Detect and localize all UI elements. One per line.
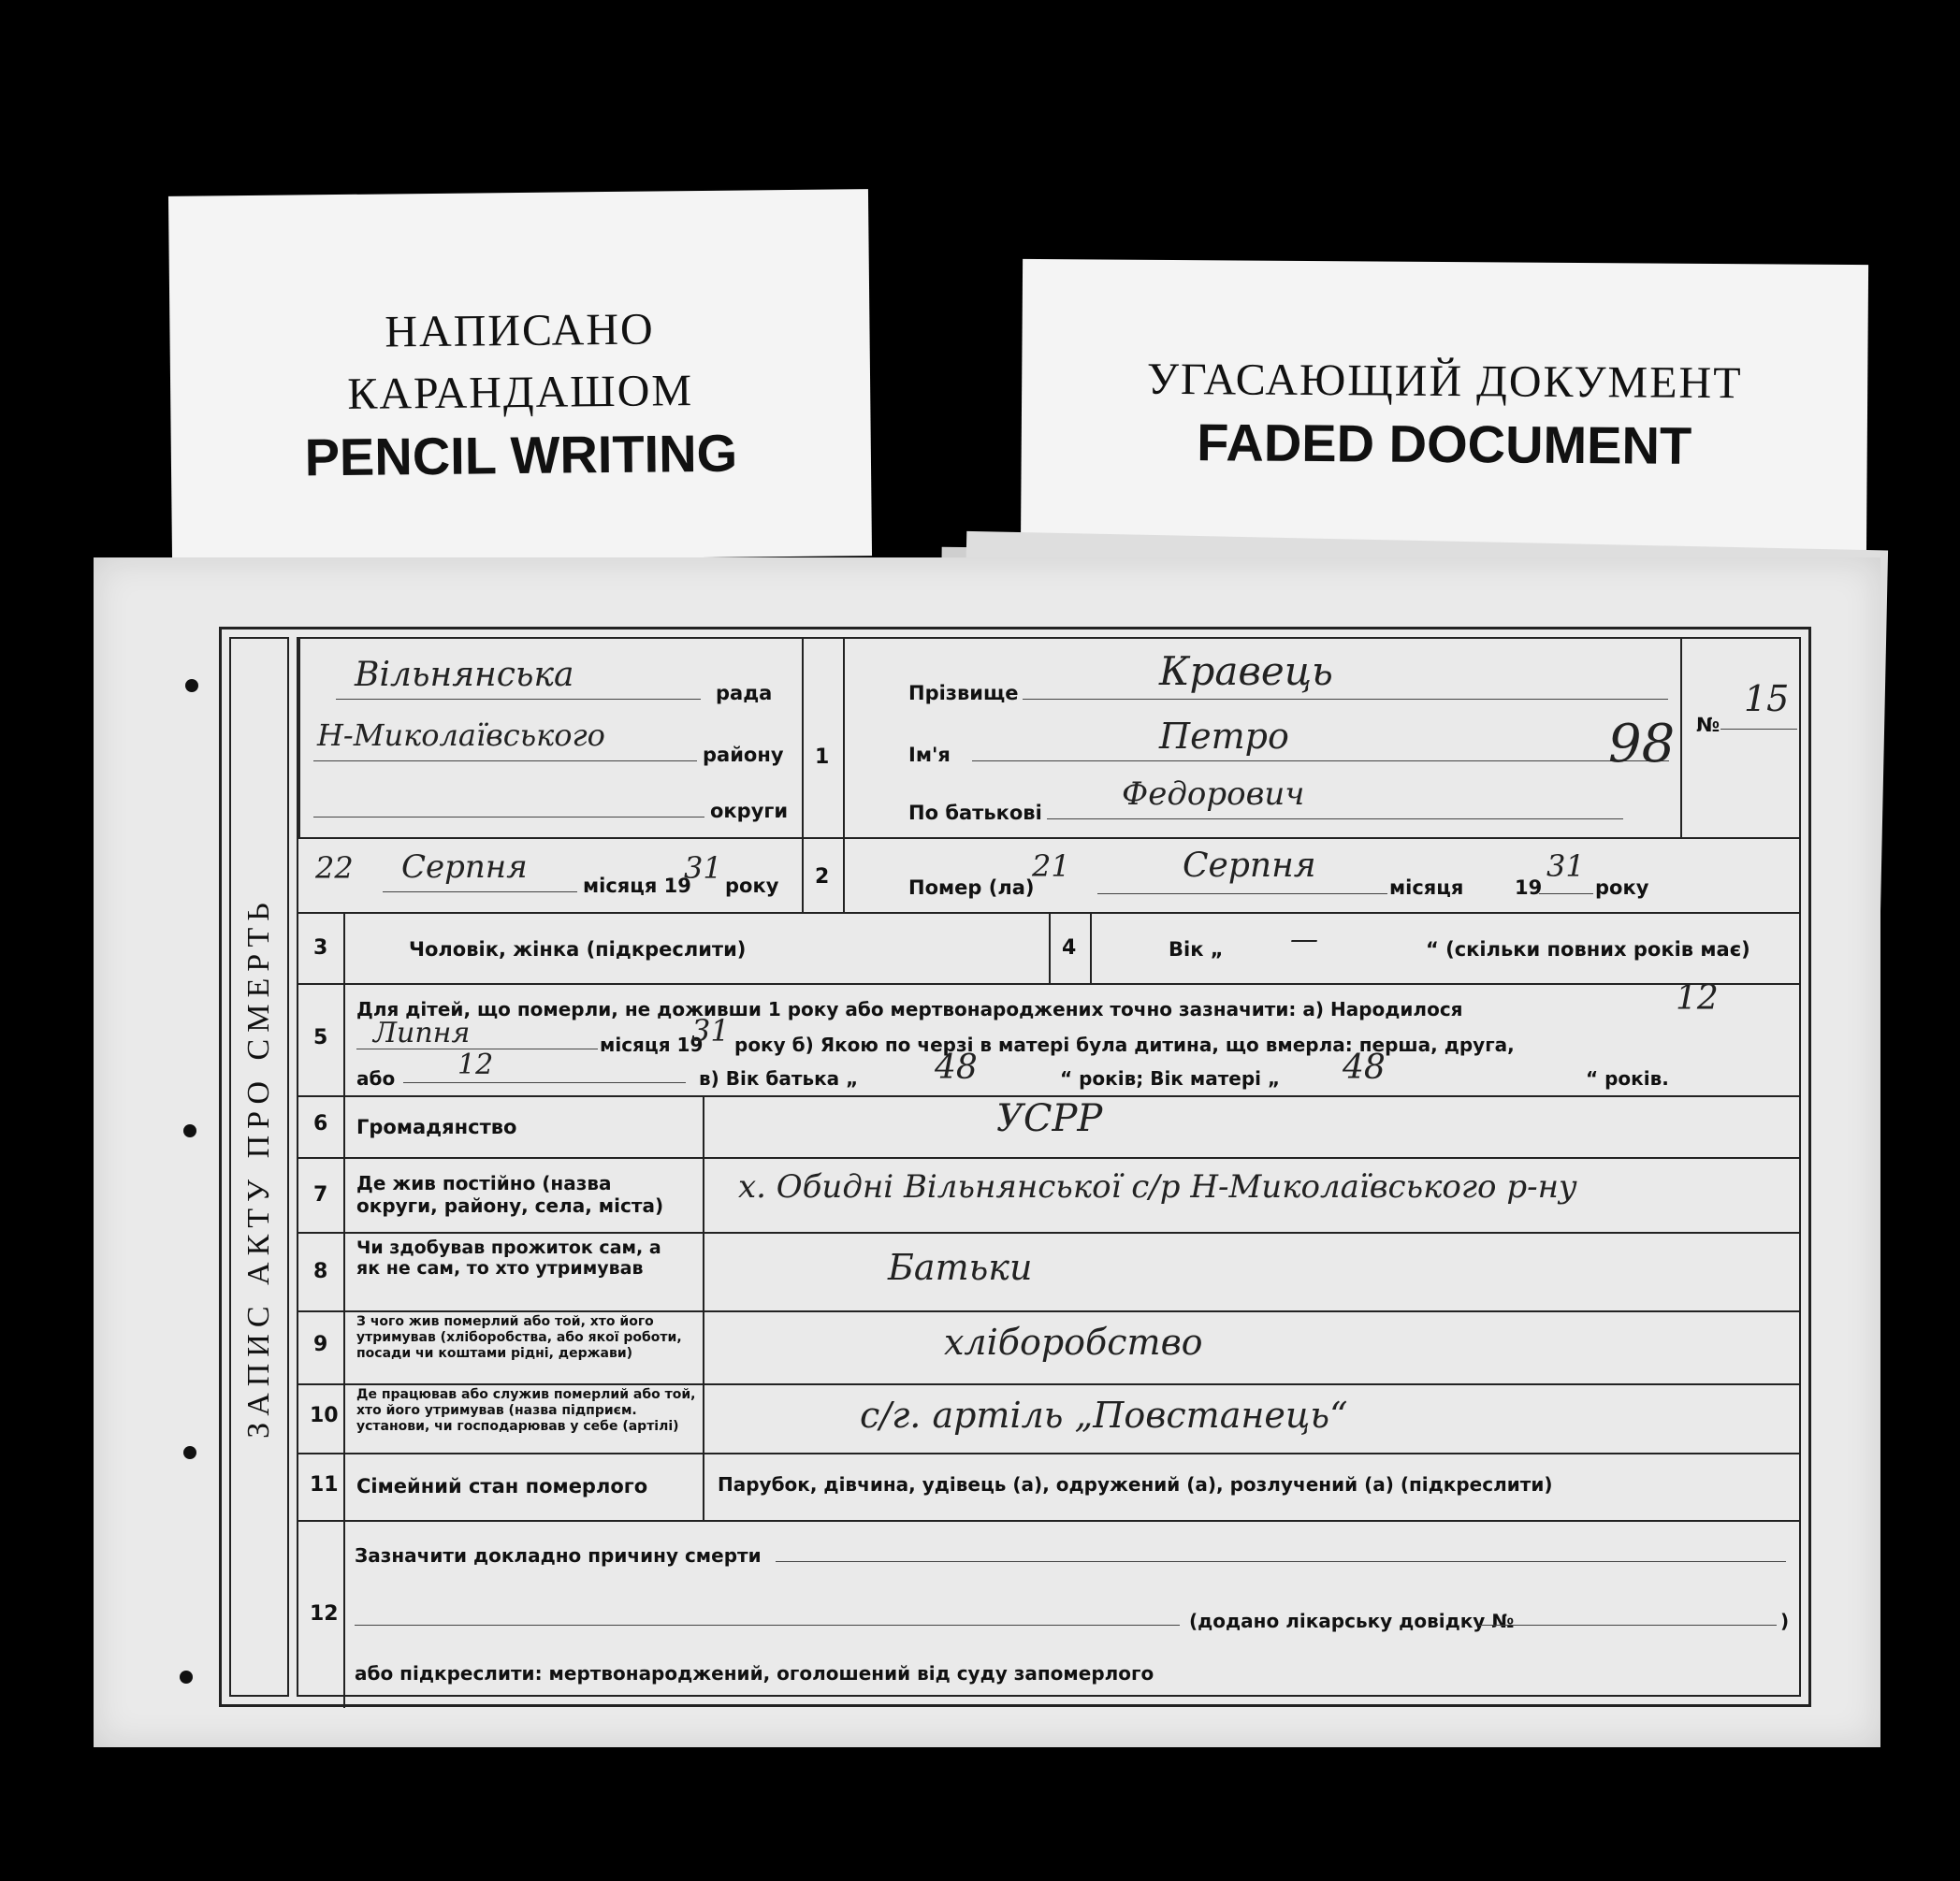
died-year-prefix: 19 <box>1515 876 1543 899</box>
punch-hole <box>183 1124 196 1137</box>
pencil-writing-note <box>168 189 872 563</box>
age-value: — <box>1290 923 1318 956</box>
rule <box>1090 912 1092 983</box>
died-misiatsia-label: місяця <box>1389 876 1464 899</box>
name-value: Петро <box>1159 716 1289 757</box>
fill-line <box>1047 818 1623 819</box>
row11-number: 11 <box>310 1473 339 1497</box>
died-day-value: 21 <box>1032 848 1070 884</box>
record-misiatsia-label: місяця 19 <box>583 875 691 897</box>
rule <box>343 912 345 1708</box>
note-left-ru-line1: НАПИСАНО <box>385 304 655 357</box>
note-left-en: PENCIL WRITING <box>304 423 738 487</box>
rada-value: Вільнянська <box>355 656 574 694</box>
marital-label: Сімейний стан померлого <box>356 1475 648 1498</box>
med-cert-end: ) <box>1780 1610 1790 1632</box>
row4-number: 4 <box>1062 936 1077 960</box>
rule <box>703 1095 704 1520</box>
died-roku-label: року <box>1595 876 1649 899</box>
note-left-ru-line2: КАРАНДАШОМ <box>347 366 694 419</box>
raion-label: району <box>703 744 784 766</box>
record-month-value: Серпня <box>401 848 528 886</box>
row8-number: 8 <box>313 1260 328 1283</box>
patronymic-label: По батькові <box>908 802 1042 824</box>
row5-line3c: “ років; Вік матері „ <box>1060 1067 1281 1090</box>
rada-label: рада <box>716 682 773 704</box>
note-right-en: FADED DOCUMENT <box>1197 412 1692 475</box>
record-year-value: 31 <box>684 850 722 886</box>
form-frame <box>219 627 1811 1707</box>
order-value: 12 <box>457 1049 494 1081</box>
row12-number: 12 <box>310 1602 339 1626</box>
sex-label: Чоловік, жінка (підкреслити) <box>409 938 747 961</box>
note-right-ru: УГАСАЮЩИЙ ДОКУМЕНТ <box>1146 354 1743 409</box>
form-grid <box>297 637 1801 1697</box>
rule <box>298 1310 1800 1312</box>
rule <box>298 1232 1800 1234</box>
row5-line3d: “ років. <box>1586 1067 1669 1090</box>
fill-line <box>1720 729 1797 730</box>
surname-label: Прізвище <box>908 682 1019 704</box>
row7-number: 7 <box>313 1183 328 1207</box>
fill-line <box>313 817 704 818</box>
born-year-value: 31 <box>691 1013 730 1049</box>
row5-line2b: року б) Якою по черзі в матері була дитина, що вмерла: перша, друга, <box>734 1034 1515 1056</box>
citizenship-value: УСРР <box>996 1097 1103 1140</box>
rule <box>298 1453 1800 1454</box>
okrug-label: округи <box>710 800 789 822</box>
title-band <box>229 637 289 1697</box>
citizenship-label: Громадянство <box>356 1116 517 1138</box>
med-cert-label: (додано лікарську довідку № <box>1189 1610 1515 1632</box>
mother-age-value: 48 <box>1343 1049 1386 1087</box>
name-label: Ім'я <box>908 744 951 766</box>
father-age-value: 48 <box>935 1049 978 1087</box>
fill-line <box>972 760 1669 761</box>
record-no-value: 15 <box>1744 678 1790 719</box>
fill-line <box>313 760 697 761</box>
patronymic-value: Федорович <box>1122 775 1305 813</box>
age-label-b: “ (скільки повних років має) <box>1426 938 1750 961</box>
age-label-a: Вік „ <box>1169 938 1224 961</box>
row1-number: 1 <box>815 745 830 769</box>
record-roku-label: року <box>725 875 779 897</box>
punch-hole <box>183 1446 196 1459</box>
rule <box>298 1157 1800 1159</box>
row10-number: 10 <box>310 1404 339 1427</box>
rule <box>298 1383 1800 1385</box>
fill-line <box>1097 893 1387 894</box>
punch-hole <box>185 679 198 692</box>
row6-number: 6 <box>313 1112 328 1136</box>
rule <box>843 639 845 912</box>
row5-number: 5 <box>313 1026 328 1049</box>
death-record-card <box>94 557 1880 1747</box>
cause-label: Зазначити докладно причину смерти <box>355 1544 762 1567</box>
row5-line2a: місяця 19 <box>600 1034 704 1056</box>
born-month-value: Липня <box>373 1017 471 1049</box>
rule <box>298 837 1800 839</box>
rule <box>1049 912 1051 983</box>
fill-line <box>403 1082 686 1083</box>
stillborn-label: або підкреслити: мертвонароджений, оголошений від суду запомерлого <box>355 1662 1154 1685</box>
raion-value: Н-Миколаївського <box>317 717 605 753</box>
workplace-label: Де працював або служив померлий або той, хто його утримував (назва підприєм. установи, чи господарював у себе (артілі) <box>356 1387 696 1434</box>
surname-value: Кравець <box>1159 648 1333 694</box>
livelihood-label: Чи здобував прожиток сам, а як не сам, то хто утримував <box>356 1237 661 1279</box>
residence-label: Де жив постійно (назва округи, району, села, міста) <box>356 1172 664 1217</box>
died-year-value: 31 <box>1546 848 1585 884</box>
fill-line <box>1023 699 1668 700</box>
fill-line <box>355 1625 1180 1626</box>
row5-line3a: або <box>356 1067 396 1090</box>
marital-options: Парубок, дівчина, удівець (а), одружений (а), розлучений (а) (підкреслити) <box>718 1473 1553 1496</box>
rule <box>298 1520 1800 1522</box>
record-no-label: № <box>1696 714 1720 736</box>
form-title: ЗАПИС АКТУ ПРО СМЕРТЬ <box>241 895 276 1439</box>
fill-line <box>1539 893 1593 894</box>
row5-line3b: в) Вік батька „ <box>699 1067 859 1090</box>
fill-line <box>336 699 701 700</box>
income-source-value: хліборобство <box>944 1322 1203 1363</box>
rule <box>298 983 1800 985</box>
punch-hole <box>180 1671 193 1684</box>
row9-number: 9 <box>313 1333 328 1356</box>
row2-number: 2 <box>815 865 830 889</box>
income-source-label: З чого жив померлий або той, хто його утримував (хліборобства, або якої роботи, посади чи коштами рідні, держави) <box>356 1314 682 1361</box>
fill-line <box>776 1561 1786 1562</box>
record-day-value: 22 <box>315 850 354 886</box>
rule <box>802 639 804 912</box>
livelihood-value: Батьки <box>888 1247 1033 1288</box>
residence-value: х. Обидні Вільнянської с/р Н-Миколаївського р-ну <box>738 1168 1577 1206</box>
row5-line1: Для дітей, що померли, не доживши 1 року або мертвонароджених точно зазначити: а) Народилося <box>356 998 1463 1020</box>
fill-line <box>383 891 577 892</box>
died-month-value: Серпня <box>1183 846 1316 885</box>
died-label: Помер (ла) <box>908 876 1035 899</box>
rule <box>298 639 300 837</box>
row3-number: 3 <box>313 936 328 960</box>
born-day-value: 12 <box>1676 979 1719 1018</box>
margin-number: 98 <box>1608 714 1676 774</box>
rule <box>1680 639 1682 837</box>
faded-document-note <box>1021 259 1868 564</box>
fill-line <box>1479 1625 1777 1626</box>
workplace-value: с/г. артіль „Повстанець“ <box>860 1395 1348 1436</box>
